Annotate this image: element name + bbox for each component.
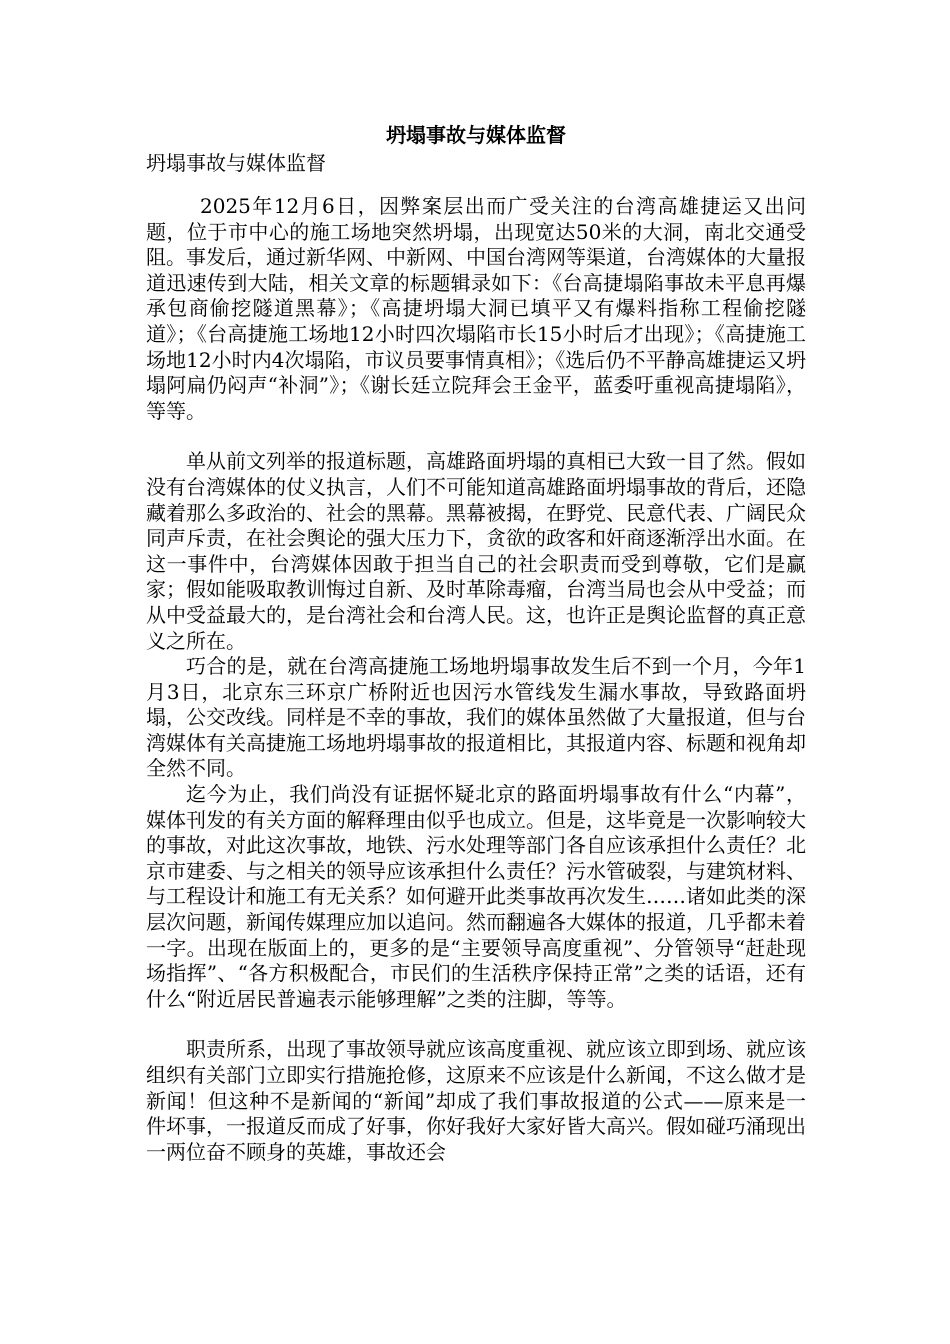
paragraph-5: 职责所系，出现了事故领导就应该高度重视、就应该立即到场、就应该组织有关部门立即实行措施抢修，这原来不应该是什么新闻，不这么做才是新闻！但这种不是新闻的“新闻”却成了我们事故报道的公式——原来是一件坏事，一报道反而成了好事，你好我好大家好皆大高兴。假如碰巧涌现出一两位奋不顾身的英雄，事故还会	[146, 1037, 806, 1164]
paragraph-4: 迄今为止，我们尚没有证据怀疑北京的路面坍塌事故有什么“内幕”，媒体刊发的有关方面的解释理由似乎也成立。但是，这毕竟是一次影响较大的事故，对此这次事故，地铁、污水处理等部门各自应该承担什么责任？北京市建委、与之相关的领导应该承担什么责任？污水管破裂，与建筑材料、与工程设计和施工有无关系？如何避开此类事故再次发生……诸如此类的深层次问题，新闻传媒理应加以追问。然而翻遍各大媒体的报道，几乎都未着一字。出现在版面上的，更多的是“主要领导高度重视”、分管领导“赶赴现场指挥”、“各方积极配合，市民们的生活秩序保持正常”之类的话语，还有什么“附近居民普遍表示能够理解”之类的注脚，等等。	[146, 782, 806, 1011]
document-page	[146, 120, 806, 1165]
document-subtitle: 坍塌事故与媒体监督	[146, 151, 326, 175]
paragraph-1: 2025年12月6日，因弊案层出而广受关注的台湾高雄捷运又出问题，位于市中心的施工场地突然坍塌，出现宽达50米的大洞，南北交通受阻。事发后，通过新华网、中新网、中国台湾网等渠道，台湾媒体的大量报道迅速传到大陆，相关文章的标题辑录如下：《台高捷塌陷事故未平息再爆承包商偷挖隧道黑幕》；《高捷坍塌大洞已填平又有爆料指称工程偷挖隧道》；《台高捷施工场地12小时四次塌陷市长15小时后才出现》；《高捷施工场地12小时内4次塌陷，市议员要事情真相》；《选后仍不平静高雄捷运又坍塌阿扁仍闷声“补洞”》；《谢长廷立院拜会王金平，蓝委吁重视高捷塌陷》，等等。	[146, 194, 806, 423]
paragraph-2: 单从前文列举的报道标题，高雄路面坍塌的真相已大致一目了然。假如没有台湾媒体的仗义执言，人们不可能知道高雄路面坍塌事故的背后，还隐藏着那么多政治的、社会的黑幕。黑幕被揭，在野党、民意代表、广阔民众同声斥责，在社会舆论的强大压力下，贪欲的政客和奸商逐渐浮出水面。在这一事件中，台湾媒体因敢于担当自己的社会职责而受到尊敬，它们是赢家；假如能吸取教训悔过自新、及时革除毒瘤，台湾当局也会从中受益；而从中受益最大的，是台湾社会和台湾人民。这，也许正是舆论监督的真正意义之所在。	[146, 449, 806, 653]
paragraph-3: 巧合的是，就在台湾高捷施工场地坍塌事故发生后不到一个月，今年1月3日，北京东三环京广桥附近也因污水管线发生漏水事故，导致路面坍塌，公交改线。同样是不幸的事故，我们的媒体虽然做了大量报道，但与台湾媒体有关高捷施工场地坍塌事故的报道相比，其报道内容、标题和视角却全然不同。	[146, 654, 806, 781]
document-title: 坍塌事故与媒体监督	[386, 123, 566, 147]
